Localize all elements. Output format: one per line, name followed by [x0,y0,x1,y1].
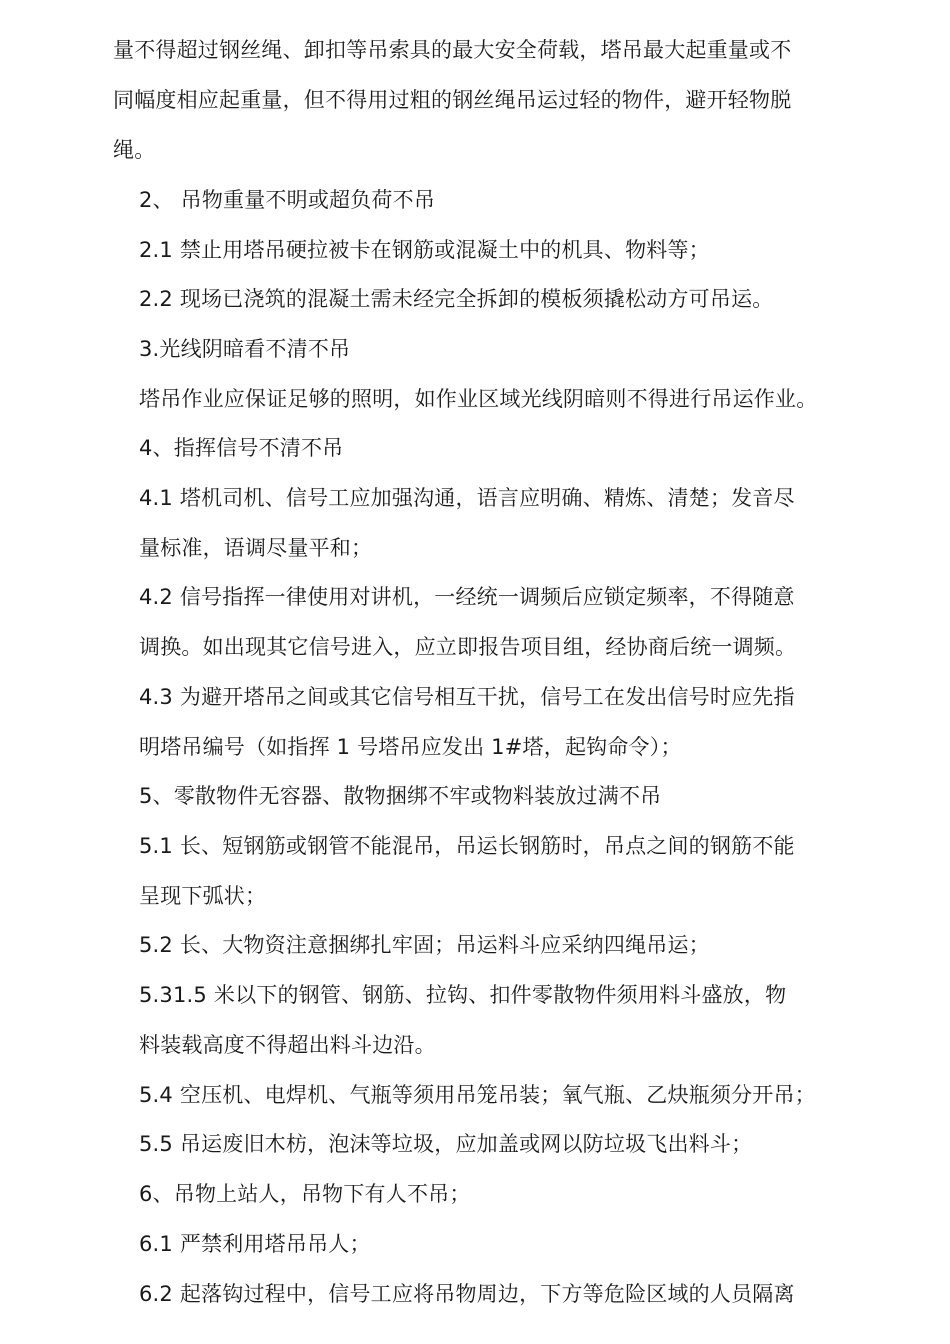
section-heading: 4、指挥信号不清不吊 [139,436,344,460]
text-line: 4.2 信号指挥一律使用对讲机，一经统一调频后应锁定频率，不得随意 [139,585,795,609]
text-line: 5.4 空压机、电焊机、气瓶等须用吊笼吊装；氧气瓶、乙炔瓶须分开吊； [139,1083,816,1107]
text-line: 绳。 [113,138,156,162]
text-line: 5.1 长、短钢筋或钢管不能混吊，吊运长钢筋时，吊点之间的钢筋不能 [139,834,795,858]
text-line: 调换。如出现其它信号进入，应立即报告项目组，经协商后统一调频。 [139,635,797,659]
text-line: 量不得超过钢丝绳、卸扣等吊索具的最大安全荷载，塔吊最大起重量或不 [113,38,792,62]
text-line: 同幅度相应起重量，但不得用过粗的钢丝绳吊运过轻的物件，避开轻物脱 [113,88,792,112]
text-line: 塔吊作业应保证足够的照明，如作业区域光线阴暗则不得进行吊运作业。 [139,387,818,411]
section-heading: 6、吊物上站人，吊物下有人不吊； [139,1182,471,1206]
text-line: 4.3 为避开塔吊之间或其它信号相互干扰，信号工在发出信号时应先指 [139,685,795,709]
text-line: 5.2 长、大物资注意捆绑扎牢固；吊运料斗应采纳四绳吊运； [139,933,710,957]
section-heading: 2、 吊物重量不明或超负荷不吊 [139,188,436,212]
text-line: 料装载高度不得超出料斗边沿。 [139,1033,436,1057]
text-line: 4.1 塔机司机、信号工应加强沟通，语言应明确、精炼、清楚；发音尽 [139,486,795,510]
text-line: 2.2 现场已浇筑的混凝土需未经完全拆卸的模板须撬松动方可吊运。 [139,287,774,311]
text-line: 量标准，语调尽量平和； [139,536,373,560]
text-line: 6.1 严禁利用塔吊吊人； [139,1232,371,1256]
text-line: 6.2 起落钩过程中，信号工应将吊物周边，下方等危险区域的人员隔离 [139,1282,795,1306]
text-line: 2.1 禁止用塔吊硬拉被卡在钢筋或混凝土中的机具、物料等； [139,238,710,262]
section-heading: 3.光线阴暗看不清不吊 [139,337,351,361]
section-heading: 5、零散物件无容器、散物捆绑不牢或物料装放过满不吊 [139,784,662,808]
text-line: 5.5 吊运废旧木枋，泡沫等垃圾，应加盖或网以防垃圾飞出料斗； [139,1132,753,1156]
text-line: 呈现下弧状； [139,884,267,908]
text-line: 5.31.5 米以下的钢管、钢筋、拉钩、扣件零散物件须用料斗盛放，物 [139,983,787,1007]
text-line: 明塔吊编号（如指挥 1 号塔吊应发出 1#塔，起钩命令）； [139,735,682,759]
